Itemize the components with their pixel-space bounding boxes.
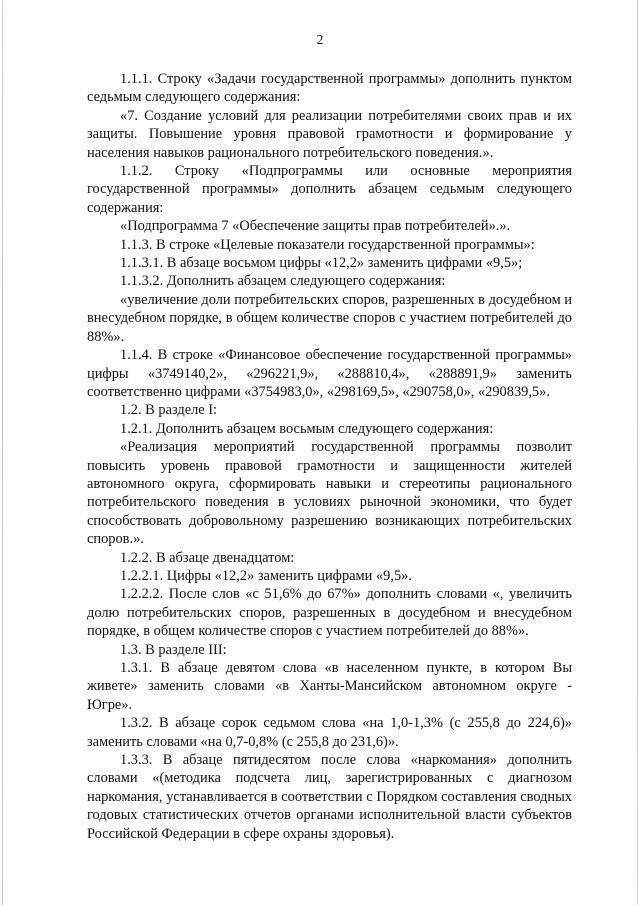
paragraph-1-2-2: 1.2.2. В абзаце двенадцатом: (120, 549, 295, 566)
document-body (87, 70, 572, 843)
paragraph-1-2-2-1: 1.2.2.1. Цифры «12,2» заменить цифрами «9,5». (120, 567, 412, 584)
scan-edge-left (2, 0, 3, 905)
paragraph-1-1-3-1: 1.1.3.1. В абзаце восьмом цифры «12,2» заменить цифрами «9,5»; (120, 255, 523, 272)
paragraph-quote-7: «7. Создание условий для реализации потребителями своих прав и их защиты. Повышение уровня правовой грамотности и формирование у населения навыков рационального потребительского поведения.». (87, 107, 572, 161)
paragraph-1-1-3: 1.1.3. В строке «Целевые показатели государственной программы»: (120, 236, 535, 253)
paragraph-1-1-4: 1.1.4. В строке «Финансовое обеспечение государственной программы» цифры «3749140,2», «296221,9», «288810,4», «288891,9» заменить соответственно цифрами «3754983,0», «298169,5», «290758,0», «290839,5». (87, 347, 572, 400)
paragraph-1-1-3-2: 1.1.3.2. Дополнить абзацем следующего содержания: (120, 273, 446, 290)
paragraph-1-2-2-2: 1.2.2.2. После слов «с 51,6% до 67%» дополнить словами «, увеличить долю потребительских споров, разрешенных в досудебном и внесудебном порядке, в общем количестве споров с участием потребителей до 88%». (87, 586, 572, 640)
paragraph-1-3-3: 1.3.3. В абзаце пятидесятом после слова «наркомания» дополнить словами «(методика подсчета лиц, зарегистрированных с диагнозом наркомания, устанавливается в соответствии с Порядком составления сводных годовых статистических отчетов органами исполнительной власти субъектов Российской Федерации в сфере охраны здоровья). (87, 752, 572, 842)
paragraph-1-2: 1.2. В разделе I: (120, 402, 218, 419)
paragraph-quote-share: «увеличение доли потребительских споров, разрешенных в досудебном и внесудебном порядке, в общем количестве споров с участием потребителей до 88%». (87, 291, 572, 345)
paragraph-1-1-2: 1.1.2. Строку «Подпрограммы или основные мероприятия государственной программы» дополнить абзацем седьмым следующего содержания: (87, 163, 572, 216)
paragraph-1-3: 1.3. В разделе III: (120, 641, 227, 658)
paragraph-quote-implementation: «Реализация мероприятий государственной программы позволит повысить уровень правовой грамотности и защищенности жителей автономного округа, сформировать навыки и стереотипы рационального потребительского поведения в условиях рыночной экономики, что будет способствовать добровольному разрешению возникающих потребительских споров.». (87, 439, 572, 548)
page-number: 2 (316, 32, 324, 47)
paragraph-1-3-1: 1.3.1. В абзаце девятом слова «в населенном пункте, в котором Вы живете» заменить словами «в Ханты-Мансийском автономном округе - Югре». (87, 660, 572, 713)
scan-edge-right (637, 0, 638, 905)
paragraph-1-2-1: 1.2.1. Дополнить абзацем восьмым следующего содержания: (120, 420, 494, 437)
paragraph-quote-subprogram-7: «Подпрограмма 7 «Обеспечение защиты прав потребителей».». (120, 218, 511, 235)
paragraph-1-1-1: 1.1.1. Строку «Задачи государственной программы» дополнить пунктом седьмым следующего содержания: (87, 71, 572, 106)
paragraph-1-3-2: 1.3.2. В абзаце сорок седьмом слова «на 1,0-1,3% (с 255,8 до 224,6)» заменить словами «на 0,7-0,8% (с 255,8 до 231,6)». (87, 715, 572, 750)
